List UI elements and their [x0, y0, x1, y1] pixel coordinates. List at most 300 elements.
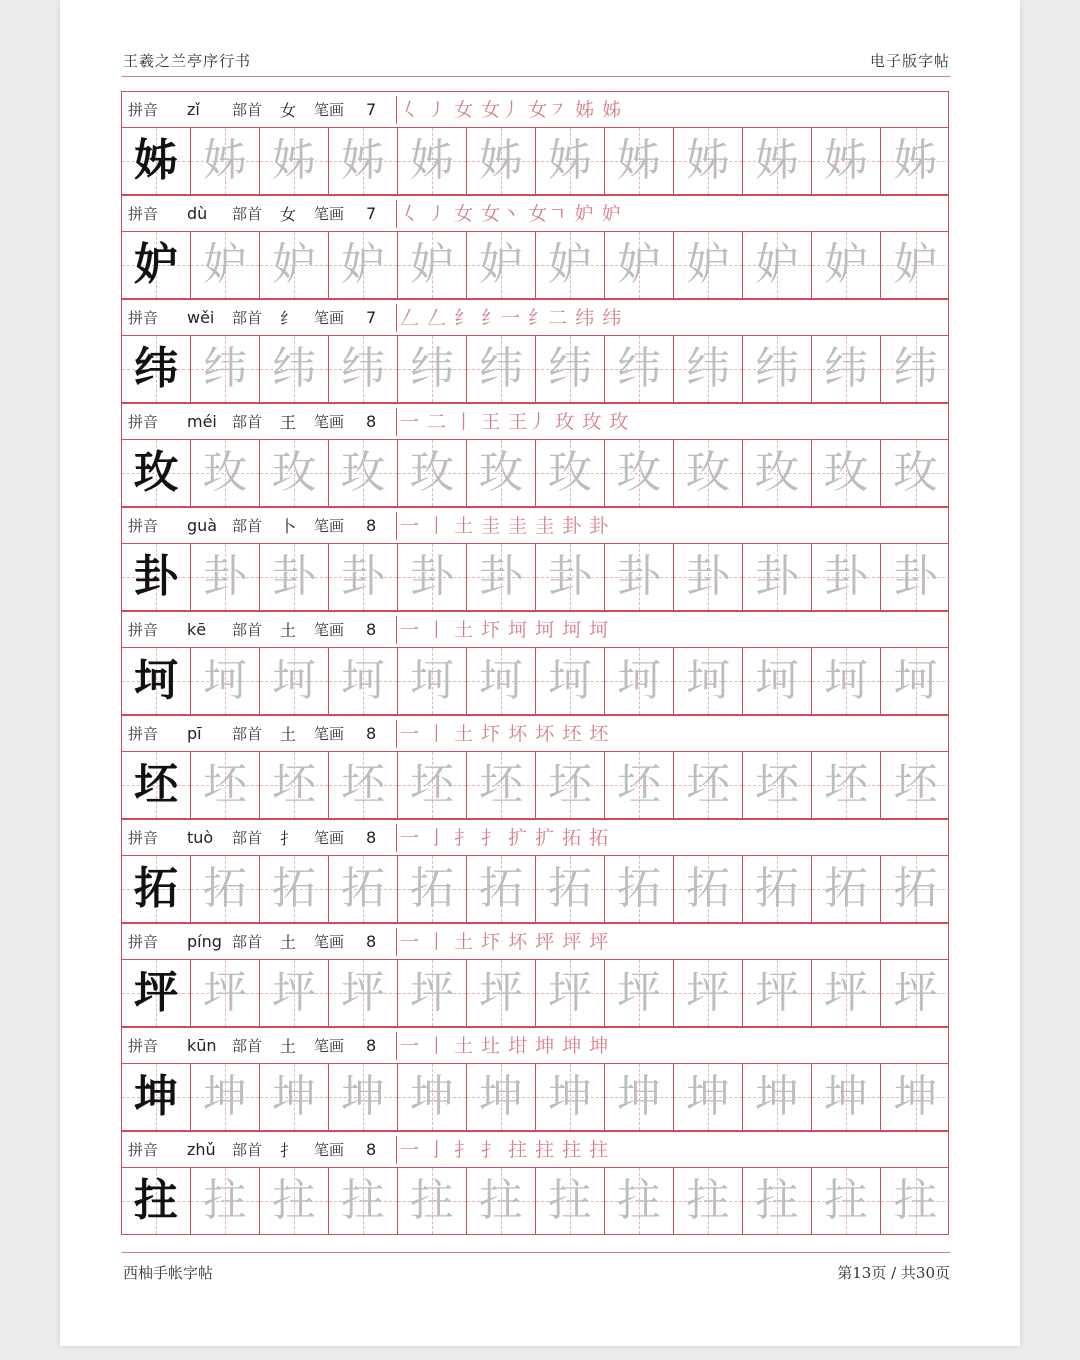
radical-label: 部首 — [232, 829, 263, 847]
model-char: 坪 — [134, 967, 178, 1018]
model-char-cell — [122, 544, 191, 610]
stroke-count: 8 — [366, 724, 377, 743]
practice-cells — [121, 231, 949, 299]
trace-char: 姊 — [548, 135, 592, 186]
trace-char: 玫 — [893, 447, 938, 498]
stroke-order: 𡿨 ㇓ 女 女丿 女㇇ 姊 姊 — [400, 99, 623, 121]
trace-cell — [467, 648, 536, 714]
trace-char: 纬 — [479, 343, 523, 394]
trace-char: 玫 — [410, 447, 454, 498]
pinyin-value: dù — [187, 204, 208, 223]
trace-cell — [743, 960, 812, 1026]
trace-cell — [605, 856, 674, 922]
trace-cell — [605, 128, 674, 194]
stroke-count: 7 — [366, 308, 377, 327]
trace-char: 卦 — [341, 551, 385, 602]
trace-cell — [674, 752, 743, 818]
pinyin-label: 拼音 — [128, 413, 159, 431]
trace-char: 玫 — [479, 447, 523, 498]
radical-value: 扌 — [280, 1141, 297, 1160]
trace-char: 拄 — [341, 1175, 385, 1226]
trace-char: 坷 — [203, 655, 247, 706]
char-row — [121, 1027, 949, 1131]
trace-cell — [467, 752, 536, 818]
trace-char: 卦 — [272, 551, 316, 602]
strokes-label: 笔画 — [314, 309, 345, 327]
trace-char: 拓 — [410, 863, 454, 914]
model-char: 拄 — [134, 1175, 178, 1226]
trace-cell — [329, 440, 398, 506]
char-row — [121, 195, 949, 299]
trace-cell — [674, 336, 743, 402]
trace-cell — [329, 960, 398, 1026]
trace-char: 拓 — [755, 863, 799, 914]
trace-char: 坷 — [824, 655, 868, 706]
trace-char: 坯 — [617, 759, 661, 810]
trace-cell — [743, 232, 812, 298]
trace-char: 纬 — [341, 343, 385, 394]
trace-char: 卦 — [410, 551, 454, 602]
stroke-count: 8 — [366, 1036, 377, 1055]
trace-char: 姊 — [755, 135, 799, 186]
trace-char: 卦 — [686, 551, 730, 602]
trace-char: 坪 — [686, 967, 730, 1018]
pinyin-label: 拼音 — [128, 309, 159, 327]
trace-char: 姊 — [686, 135, 730, 186]
header-title: 王羲之兰亭序行书 — [123, 52, 252, 70]
trace-cell — [812, 752, 881, 818]
trace-char: 坪 — [824, 967, 868, 1018]
practice-cells — [121, 1063, 949, 1131]
strokes-label: 笔画 — [314, 101, 345, 119]
stroke-order: 一 丨 土 圭 圭 圭 卦 卦 — [400, 515, 610, 537]
trace-cell — [881, 752, 950, 818]
trace-char: 卦 — [203, 551, 247, 602]
trace-cell — [743, 752, 812, 818]
char-info-bar — [121, 1027, 949, 1063]
trace-cell — [812, 960, 881, 1026]
trace-cell — [536, 232, 605, 298]
stroke-order: 一 亅 扌 扌 扩 扩 拓 拓 — [400, 827, 610, 849]
trace-cell — [329, 856, 398, 922]
trace-char: 姊 — [617, 135, 661, 186]
stroke-order: 一 丨 土 圷 坏 坪 坪 坪 — [400, 931, 610, 953]
trace-char: 坷 — [272, 655, 316, 706]
trace-cell — [536, 1168, 605, 1234]
trace-char: 坯 — [893, 759, 938, 810]
strokes-label: 笔画 — [314, 413, 345, 431]
trace-cell — [398, 1168, 467, 1234]
trace-cell — [674, 856, 743, 922]
trace-char: 坤 — [617, 1071, 661, 1122]
char-row — [121, 507, 949, 611]
model-char: 坯 — [134, 759, 178, 810]
trace-char: 纬 — [410, 343, 454, 394]
char-info-bar — [121, 195, 949, 231]
radical-label: 部首 — [232, 1037, 263, 1055]
radical-value: 土 — [280, 725, 297, 744]
trace-cell — [812, 1064, 881, 1130]
practice-cells — [121, 127, 949, 195]
trace-char: 坪 — [617, 967, 661, 1018]
trace-char: 拄 — [824, 1175, 868, 1226]
trace-char: 坯 — [479, 759, 523, 810]
trace-char: 坤 — [548, 1071, 592, 1122]
trace-cell — [467, 1168, 536, 1234]
trace-char: 坯 — [272, 759, 316, 810]
trace-char: 拓 — [617, 863, 661, 914]
trace-cell — [398, 232, 467, 298]
char-info-bar — [121, 91, 949, 127]
trace-cell — [329, 128, 398, 194]
model-char: 卦 — [134, 551, 178, 602]
divider — [396, 96, 397, 124]
model-char-cell — [122, 648, 191, 714]
char-info-bar — [121, 611, 949, 647]
trace-char: 坯 — [203, 759, 247, 810]
trace-char: 坤 — [755, 1071, 799, 1122]
trace-cell — [536, 856, 605, 922]
trace-char: 坷 — [341, 655, 385, 706]
trace-cell — [812, 128, 881, 194]
trace-char: 姊 — [410, 135, 454, 186]
trace-char: 坷 — [479, 655, 523, 706]
trace-cell — [398, 752, 467, 818]
trace-cell — [260, 336, 329, 402]
trace-char: 妒 — [203, 239, 247, 290]
model-char: 妒 — [134, 239, 178, 290]
trace-char: 玫 — [548, 447, 592, 498]
model-char: 姊 — [134, 135, 178, 186]
radical-value: 女 — [280, 101, 297, 120]
radical-value: 土 — [280, 1037, 297, 1056]
trace-cell — [881, 1168, 950, 1234]
trace-cell — [260, 1168, 329, 1234]
divider — [396, 928, 397, 956]
trace-char: 坤 — [341, 1071, 385, 1122]
divider — [396, 200, 397, 228]
trace-char: 拓 — [479, 863, 523, 914]
trace-char: 纬 — [548, 343, 592, 394]
trace-char: 坪 — [479, 967, 523, 1018]
radical-value: 土 — [280, 933, 297, 952]
char-info-bar — [121, 715, 949, 751]
trace-char: 坪 — [548, 967, 592, 1018]
trace-char: 拓 — [341, 863, 385, 914]
trace-cell — [743, 128, 812, 194]
trace-cell — [260, 128, 329, 194]
pinyin-label: 拼音 — [128, 933, 159, 951]
trace-cell — [260, 856, 329, 922]
stroke-count: 8 — [366, 620, 377, 639]
trace-cell — [191, 336, 260, 402]
trace-char: 妒 — [755, 239, 799, 290]
trace-char: 拓 — [272, 863, 316, 914]
strokes-label: 笔画 — [314, 725, 345, 743]
footer-brand: 西柚手帐字帖 — [123, 1264, 214, 1282]
trace-char: 坪 — [203, 967, 247, 1018]
trace-char: 卦 — [893, 551, 938, 602]
stroke-order: 一 亅 扌 扌 拄 拄 拄 拄 — [400, 1139, 610, 1161]
trace-cell — [674, 1168, 743, 1234]
trace-cell — [881, 1064, 950, 1130]
practice-cells — [121, 543, 949, 611]
trace-char: 卦 — [824, 551, 868, 602]
trace-cell — [260, 232, 329, 298]
trace-cell — [605, 232, 674, 298]
trace-char: 玫 — [824, 447, 868, 498]
trace-cell — [398, 648, 467, 714]
trace-cell — [674, 648, 743, 714]
stroke-count: 7 — [366, 100, 377, 119]
trace-cell — [191, 648, 260, 714]
practice-grid — [121, 91, 949, 1235]
trace-char: 妒 — [548, 239, 592, 290]
radical-value: 纟 — [280, 309, 297, 328]
stroke-order: 𡿨 ㇓ 女 女丶 女ㄱ 妒 妒 — [400, 203, 622, 225]
trace-cell — [398, 960, 467, 1026]
trace-cell — [743, 336, 812, 402]
trace-char: 坯 — [410, 759, 454, 810]
stroke-order: 𠃋 𠃋 纟 纟一 纟二 纬 纬 — [400, 307, 623, 329]
divider — [396, 720, 397, 748]
char-info-bar — [121, 923, 949, 959]
pinyin-value: kē — [187, 620, 207, 639]
divider — [396, 1136, 397, 1164]
char-info-bar — [121, 1131, 949, 1167]
trace-char: 妒 — [686, 239, 730, 290]
trace-char: 坤 — [410, 1071, 454, 1122]
trace-char: 坯 — [548, 759, 592, 810]
pinyin-label: 拼音 — [128, 205, 159, 223]
trace-cell — [191, 856, 260, 922]
trace-cell — [605, 544, 674, 610]
trace-char: 纬 — [617, 343, 661, 394]
trace-cell — [536, 648, 605, 714]
trace-cell — [881, 544, 950, 610]
trace-cell — [260, 960, 329, 1026]
trace-cell — [191, 232, 260, 298]
trace-char: 纬 — [893, 343, 938, 394]
pinyin-value: píng — [187, 932, 222, 951]
trace-cell — [812, 544, 881, 610]
pinyin-value: kūn — [187, 1036, 217, 1055]
trace-cell — [191, 1064, 260, 1130]
trace-cell — [467, 856, 536, 922]
trace-cell — [743, 544, 812, 610]
trace-char: 妒 — [272, 239, 316, 290]
trace-cell — [260, 440, 329, 506]
char-row — [121, 715, 949, 819]
practice-cells — [121, 335, 949, 403]
trace-cell — [605, 648, 674, 714]
stroke-count: 8 — [366, 1140, 377, 1159]
char-row — [121, 1131, 949, 1235]
trace-char: 拄 — [479, 1175, 523, 1226]
trace-cell — [536, 752, 605, 818]
trace-char: 妒 — [410, 239, 454, 290]
trace-cell — [536, 1064, 605, 1130]
stroke-order: 一 丨 土 圵 坩 坤 坤 坤 — [400, 1035, 610, 1057]
trace-cell — [605, 752, 674, 818]
trace-char: 坪 — [410, 967, 454, 1018]
pinyin-label: 拼音 — [128, 101, 159, 119]
stroke-count: 8 — [366, 516, 377, 535]
radical-value: 土 — [280, 621, 297, 640]
radical-label: 部首 — [232, 725, 263, 743]
trace-cell — [881, 232, 950, 298]
trace-cell — [467, 232, 536, 298]
radical-label: 部首 — [232, 205, 263, 223]
trace-char: 坷 — [893, 655, 938, 706]
trace-cell — [812, 336, 881, 402]
pinyin-value: pī — [187, 724, 202, 743]
trace-cell — [881, 336, 950, 402]
pinyin-label: 拼音 — [128, 517, 159, 535]
practice-cells — [121, 439, 949, 507]
trace-cell — [743, 1168, 812, 1234]
trace-cell — [743, 1064, 812, 1130]
trace-char: 坤 — [272, 1071, 316, 1122]
radical-value: 女 — [280, 205, 297, 224]
trace-char: 坷 — [686, 655, 730, 706]
model-char-cell — [122, 1168, 191, 1234]
trace-char: 姊 — [272, 135, 316, 186]
char-row — [121, 923, 949, 1027]
trace-cell — [191, 752, 260, 818]
trace-cell — [329, 232, 398, 298]
trace-char: 坪 — [755, 967, 799, 1018]
trace-cell — [674, 544, 743, 610]
trace-cell — [812, 440, 881, 506]
pinyin-label: 拼音 — [128, 829, 159, 847]
model-char-cell — [122, 752, 191, 818]
trace-cell — [881, 440, 950, 506]
stroke-count: 8 — [366, 932, 377, 951]
trace-char: 姊 — [203, 135, 247, 186]
pinyin-label: 拼音 — [128, 1037, 159, 1055]
divider — [396, 512, 397, 540]
trace-char: 卦 — [548, 551, 592, 602]
trace-char: 玫 — [341, 447, 385, 498]
trace-char: 妒 — [341, 239, 385, 290]
practice-cells — [121, 1167, 949, 1235]
header-subtitle: 电子版字帖 — [869, 52, 950, 70]
trace-char: 纬 — [272, 343, 316, 394]
trace-char: 拄 — [617, 1175, 661, 1226]
trace-char: 玫 — [617, 447, 661, 498]
strokes-label: 笔画 — [314, 1141, 345, 1159]
strokes-label: 笔画 — [314, 621, 345, 639]
char-row — [121, 819, 949, 923]
trace-char: 坪 — [893, 967, 938, 1018]
trace-cell — [260, 648, 329, 714]
trace-char: 玫 — [203, 447, 247, 498]
model-char-cell — [122, 960, 191, 1026]
char-row — [121, 403, 949, 507]
trace-char: 坯 — [755, 759, 799, 810]
char-info-bar — [121, 299, 949, 335]
model-char-cell — [122, 1064, 191, 1130]
trace-char: 拄 — [755, 1175, 799, 1226]
char-row — [121, 91, 949, 195]
stroke-order: 一 丨 土 圷 坏 坏 坯 坯 — [400, 723, 610, 745]
radical-label: 部首 — [232, 309, 263, 327]
trace-cell — [398, 336, 467, 402]
practice-cells — [121, 959, 949, 1027]
trace-char: 妒 — [893, 239, 938, 290]
trace-char: 纬 — [824, 343, 868, 394]
trace-cell — [536, 128, 605, 194]
model-char-cell — [122, 856, 191, 922]
trace-cell — [812, 1168, 881, 1234]
trace-cell — [467, 544, 536, 610]
trace-char: 妒 — [479, 239, 523, 290]
trace-cell — [398, 440, 467, 506]
strokes-label: 笔画 — [314, 933, 345, 951]
char-info-bar — [121, 403, 949, 439]
strokes-label: 笔画 — [314, 829, 345, 847]
trace-cell — [812, 856, 881, 922]
pinyin-value: zǐ — [187, 100, 200, 119]
trace-cell — [467, 960, 536, 1026]
char-row — [121, 299, 949, 403]
model-char: 拓 — [134, 863, 178, 914]
trace-char: 卦 — [617, 551, 661, 602]
trace-char: 拓 — [824, 863, 868, 914]
stroke-count: 7 — [366, 204, 377, 223]
trace-char: 坪 — [341, 967, 385, 1018]
trace-char: 妒 — [617, 239, 661, 290]
trace-char: 拄 — [548, 1175, 592, 1226]
trace-cell — [467, 440, 536, 506]
strokes-label: 笔画 — [314, 1037, 345, 1055]
trace-char: 卦 — [479, 551, 523, 602]
trace-char: 姊 — [893, 135, 938, 186]
trace-char: 坷 — [548, 655, 592, 706]
pinyin-label: 拼音 — [128, 725, 159, 743]
trace-cell — [674, 128, 743, 194]
model-char: 玫 — [134, 447, 178, 498]
trace-cell — [191, 960, 260, 1026]
trace-char: 坤 — [824, 1071, 868, 1122]
radical-label: 部首 — [232, 413, 263, 431]
trace-cell — [398, 1064, 467, 1130]
trace-cell — [329, 1168, 398, 1234]
trace-char: 拄 — [893, 1175, 938, 1226]
trace-cell — [674, 440, 743, 506]
radical-value: 卜 — [280, 517, 297, 536]
trace-cell — [191, 128, 260, 194]
practice-cells — [121, 855, 949, 923]
trace-char: 姊 — [341, 135, 385, 186]
pinyin-value: wěi — [187, 308, 215, 327]
trace-cell — [605, 440, 674, 506]
divider — [396, 304, 397, 332]
trace-cell — [881, 128, 950, 194]
char-info-bar — [121, 819, 949, 855]
divider — [396, 408, 397, 436]
radical-label: 部首 — [232, 517, 263, 535]
practice-cells — [121, 751, 949, 819]
stroke-order: 一 二 丨 王 王丿 玫 玫 玫 — [400, 411, 630, 433]
trace-char: 卦 — [755, 551, 799, 602]
trace-char: 纬 — [755, 343, 799, 394]
trace-char: 坷 — [410, 655, 454, 706]
trace-char: 妒 — [824, 239, 868, 290]
header-rule — [122, 76, 950, 77]
trace-cell — [812, 232, 881, 298]
